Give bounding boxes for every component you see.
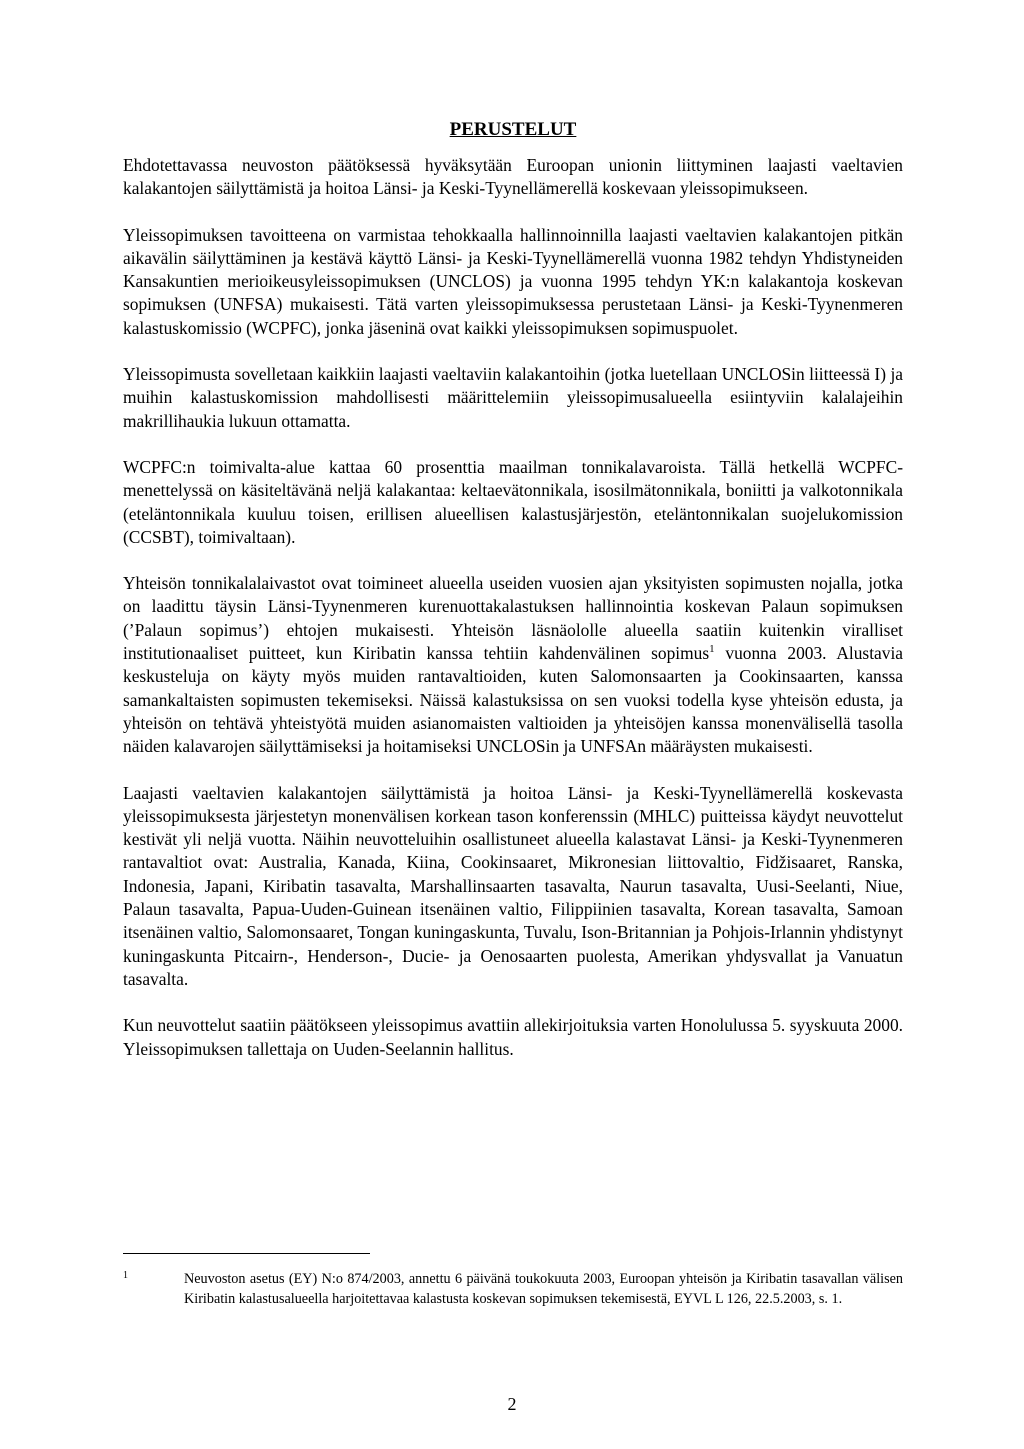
footnote [123, 1270, 903, 1309]
page-number: 2 [507, 1394, 517, 1414]
footnote-reference: 1 [709, 643, 715, 656]
paragraph-signature: Kun neuvottelut saatiin päätökseen yleissopimus avattiin allekirjoituksia varten Honolulussa 5. syyskuuta 2000. Yleissopimuksen tallettaja on Uuden-Seelannin hallitus. [123, 1015, 903, 1059]
document-body [123, 118, 903, 1084]
section-heading: PERUSTELUT [449, 119, 577, 140]
paragraph-text-after-note: vuonna 2003. Alustavia keskusteluja on käyty myös muiden rantavaltioiden, kuten Salomonsaarten ja Cookinsaarten, kanssa samankaltaisten sopimusten tekemiseksi. Näissä kalastuksissa on sen vuoksi todella kyse yhteisön edusta, ja yhteisön on tehtävä yhteistyötä muiden asianomaisten valtioiden ja yhteisöjen kanssa monenvälisellä tasolla näiden kalavarojen säilyttämiseksi ja hoitamiseksi UNCLOSin ja UNFSAn määräysten mukaisesti. [123, 643, 903, 757]
paragraph-community-fleets [123, 572, 903, 758]
paragraph-negotiations: Laajasti vaeltavien kalakantojen säilyttämistä ja hoitoa Länsi- ja Keski-Tyynellämerellä koskevasta yleissopimuksesta järjestetyn monenvälisen korkean tason konferenssin (MHLC) puitteissa käydyt neuvottelut kestivät yli neljä vuotta. Näihin neuvotteluihin osallistuneet alueella kalastavat Länsi- ja Keski-Tyynenmeren rantavaltiot ovat: Australia, Kanada, Kiina, Cookinsaaret, Mikronesian liittovaltio, Fidžisaaret, Ranska, Indonesia, Japani, Kiribatin tasavalta, Marshallinsaarten tasavalta, Naurun tasavalta, Uusi-Seelanti, Niue, Palaun tasavalta, Papua-Uuden-Guinean itsenäinen valtio, Filippiinien tasavalta, Korean tasavalta, Samoan itsenäinen valtio, Salomonsaaret, Tongan kuningaskunta, Tuvalu, Ison-Britannian ja Pohjois-Irlannin yhdistynyt kuningaskunta Pitcairn-, Henderson-, Ducie- ja Oenosaarten puolesta, Amerikan yhdysvallat ja Vanuatun tasavalta. [123, 782, 903, 989]
paragraph-scope: Yleissopimusta sovelletaan kaikkiin laajasti vaeltaviin kalakantoihin (jotka luetellaan UNCLOSin liitteessä I) ja muihin kalastuskomission mahdollisesti määrittelemiin yleissopimusalueella esiintyviin kalalajeihin makrillihaukia lukuun ottamatta. [123, 364, 903, 431]
footnote-text: Neuvoston asetus (EY) N:o 874/2003, annettu 6 päivänä toukokuuta 2003, Euroopan yhteisön ja Kiribatin tasavallan välisen Kiribatin kalastusalueella harjoitettavaa kalastusta koskevan sopimuksen tekemisestä, EYVL L 126, 22.5.2003, s. 1. [184, 1271, 903, 1307]
paragraph-introduction: Ehdotettavassa neuvoston päätöksessä hyväksytään Euroopan unionin liittyminen laajasti vaeltavien kalakantojen säilyttämistä ja hoitoa Länsi- ja Keski-Tyynellämerellä koskevaan yleissopimukseen. [123, 155, 903, 199]
paragraph-objective: Yleissopimuksen tavoitteena on varmistaa tehokkaalla hallinnoinnilla laajasti vaeltavien kalakantojen pitkän aikavälin säilyttäminen ja kestävä käyttö Länsi- ja Keski-Tyynellämerellä vuonna 1982 tehdyn Yhdistyneiden Kansakuntien merioikeusyleissopimuksen (UNCLOS) ja vuonna 1995 tehdyn YK:n kalakantoja koskevan sopimuksen (UNFSA) mukaisesti. Tätä varten yleissopimuksessa perustetaan Länsi- ja Keski-Tyynenmeren kalastuskomissio (WCPFC), jonka jäseninä ovat kaikki yleissopimuksen sopimuspuolet. [123, 224, 903, 338]
footnote-divider [123, 1253, 370, 1254]
paragraph-text-before-note: Yhteisön tonnikalalaivastot ovat toimineet alueella useiden vuosien ajan yksityisten sopimusten nojalla, jotka on laadittu täysin Länsi-Tyynenmeren kurenuottakalastuksen hallinnointia koskevan Palaun sopimuksen (’Palaun sopimus’) ehtojen mukaisesti. Yhteisön läsnäololle alueella saatiin kuitenkin viralliset institutionaaliset puitteet, kun Kiribatin kanssa tehtiin kahdenvälinen sopimus [123, 573, 903, 664]
paragraph-wcpfc-area: WCPFC:n toimivalta-alue kattaa 60 prosenttia maailman tonnikalavaroista. Tällä hetkellä WCPFC-menettelyssä on käsiteltävänä neljä kalakantaa: keltaevätonnikala, isosilmätonnikala, boniitti ja valkotonnikala (eteläntonnikala kuuluu toisen, erillisen alueellisen kalastusjärjestön, eteläntonnikalan suojelukomission (CCSBT), toimivaltaan). [123, 456, 903, 547]
footnote-mark: 1 [123, 1270, 128, 1281]
